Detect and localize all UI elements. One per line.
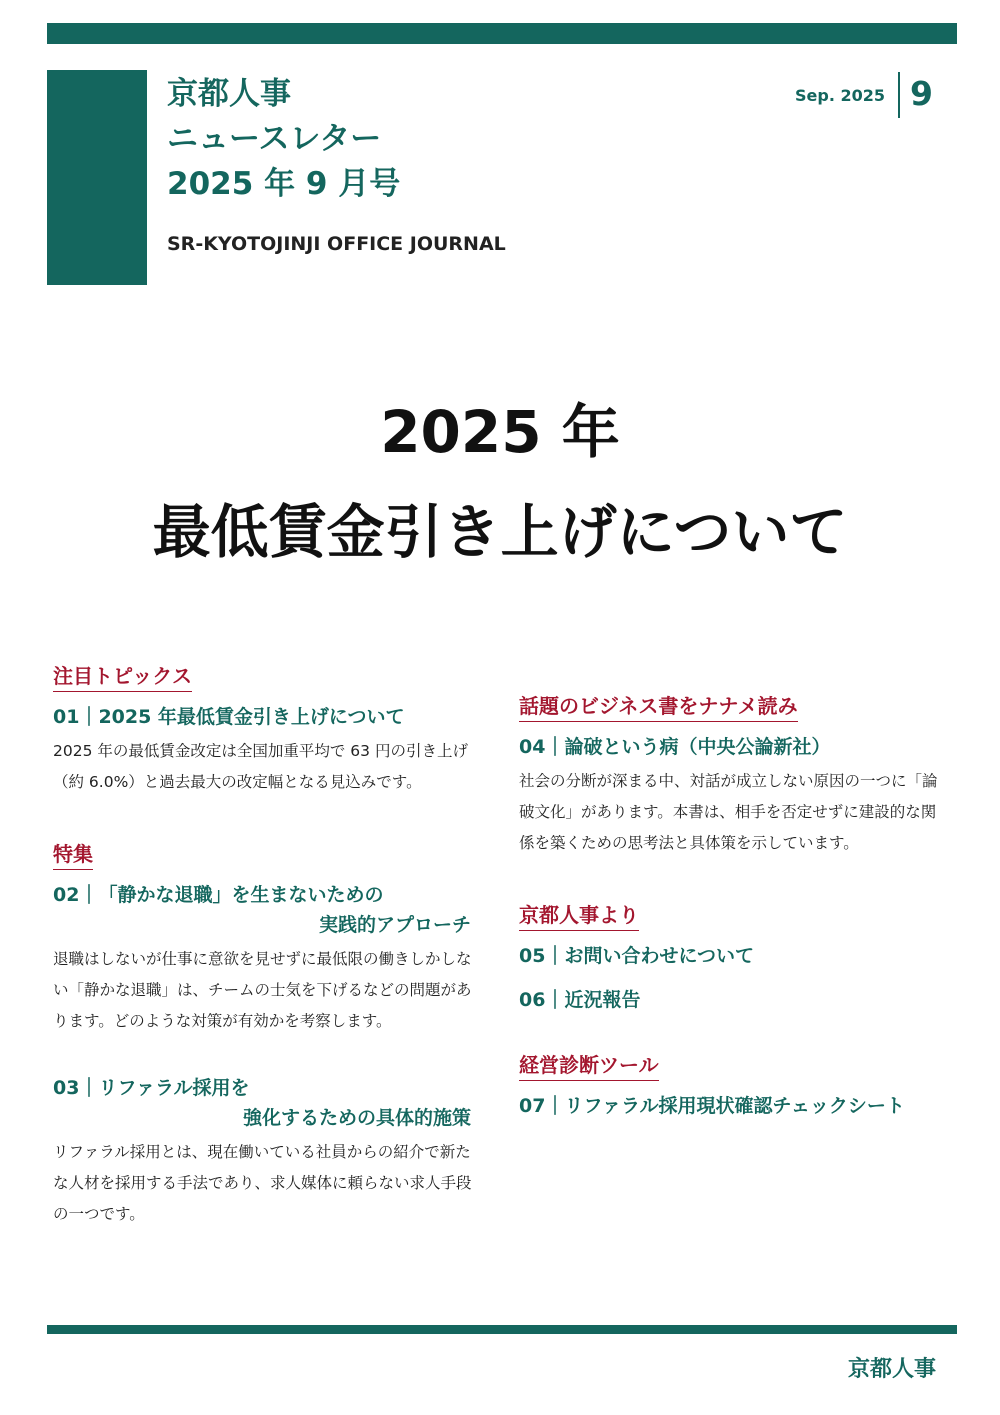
item-01-title[interactable]: 01｜2025 年最低賃金引き上げについて — [53, 706, 405, 728]
item-04-text: 社会の分断が深まる中、対話が成立しない原因の一つに「論破文化」があります。本書は、相手を否定せずに建設的な関係を築くための思考法と具体策を示しています。 — [519, 772, 938, 852]
item-03-text: リファラル採用とは、現在働いている社員からの紹介で新たな人材を採用する手法であり、求人媒体に頼らない求人手段の一つです。 — [53, 1143, 472, 1223]
main-heading — [0, 382, 1000, 582]
issue-number: 9 — [910, 74, 933, 113]
left-column — [53, 660, 483, 1230]
main-heading-line-1: 2025 年 — [380, 398, 620, 466]
item-05-title[interactable]: 05｜お問い合わせについて — [519, 945, 755, 967]
newsletter-subtitle: SR-KYOTOJINJI OFFICE JOURNAL — [167, 233, 506, 255]
office-section — [519, 899, 949, 1015]
header-accent-block — [47, 70, 147, 285]
item-07-title[interactable]: 07｜リファラル採用現状確認チェックシート — [519, 1095, 905, 1117]
issue-date: Sep. 2025 — [794, 86, 885, 105]
tools-section — [519, 1049, 949, 1121]
topics-label: 注目トピックス — [53, 660, 192, 692]
item-01-text: 2025 年の最低賃金改定は全国加重平均で 63 円の引き上げ（約 6.0%）と過去最大の改定幅となる見込みです。 — [53, 742, 468, 791]
topics-section — [53, 660, 483, 798]
newsletter-title-line-3: 2025 年 9 月号 — [167, 166, 401, 202]
tools-label: 経営診断ツール — [519, 1049, 659, 1081]
bottom-bar — [47, 1325, 957, 1334]
issue-divider — [898, 72, 900, 118]
office-label: 京都人事より — [519, 899, 639, 931]
feature-label: 特集 — [53, 838, 93, 870]
item-02-text: 退職はしないが仕事に意欲を見せずに最低限の働きしかしない「静かな退職」は、チームの士気を下げるなどの問題があります。どのような対策が有効かを考察します。 — [53, 950, 472, 1030]
item-04-title[interactable]: 04｜論破という病（中央公論新社） — [519, 736, 831, 758]
books-label: 話題のビジネス書をナナメ読み — [519, 690, 798, 722]
newsletter-title — [167, 72, 400, 207]
item-03-title[interactable] — [53, 1073, 483, 1133]
books-section — [519, 690, 949, 859]
footer-brand: 京都人事 — [847, 1357, 936, 1382]
top-bar — [47, 23, 957, 44]
main-heading-line-2: 最低賃金引き上げについて — [152, 498, 848, 566]
right-column — [519, 690, 949, 1125]
item-02-title[interactable] — [53, 880, 483, 940]
newsletter-title-line-2: ニュースレター — [167, 121, 382, 157]
item-03-title-line-2: 強化するための具体的施策 — [242, 1107, 471, 1129]
item-03-title-line-1: 03｜リファラル採用を — [53, 1077, 250, 1099]
item-02-title-line-2: 実践的アプローチ — [318, 914, 471, 936]
feature-section — [53, 838, 483, 1230]
item-06-title[interactable]: 06｜近況報告 — [519, 989, 641, 1011]
newsletter-title-line-1: 京都人事 — [167, 76, 291, 112]
item-02-title-line-1: 02｜「静かな退職」を生まないための — [53, 884, 384, 906]
